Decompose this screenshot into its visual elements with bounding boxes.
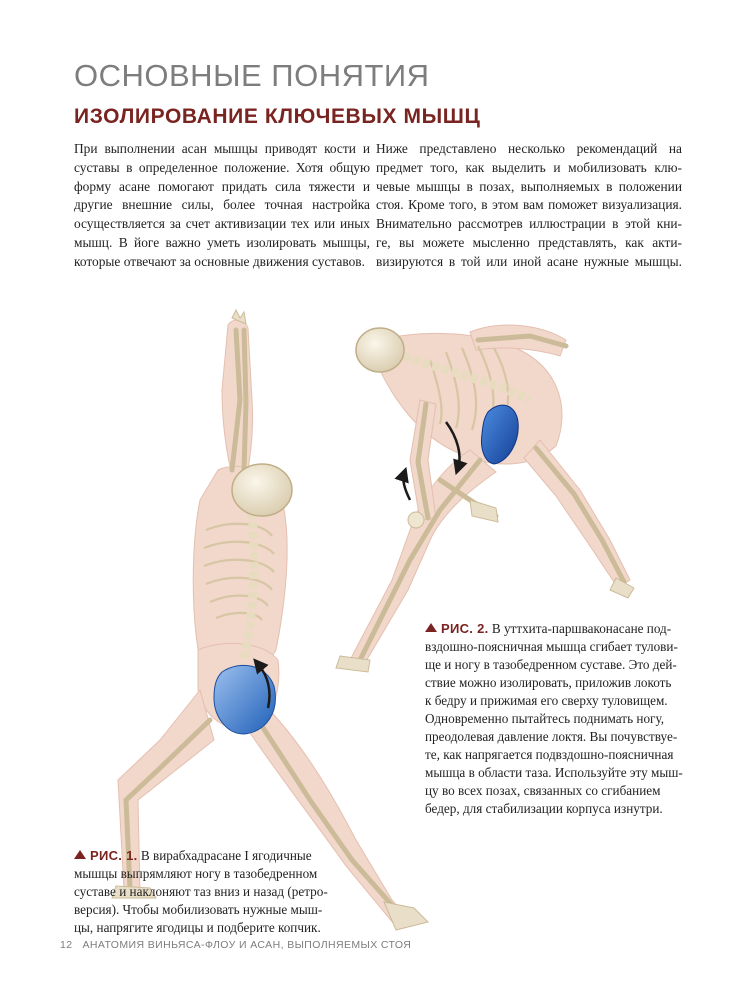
figure-1-back-foot <box>384 902 428 930</box>
body-line: предмет того, как выделить и мобилизовать клю- <box>376 159 682 175</box>
body-line: чевые мышцы в позах, выполняемых в положении <box>376 178 682 194</box>
caption-line: В вирабхадрасане I ягодичные <box>140 848 312 863</box>
body-line: суставы в определенное положение. Хотя общую <box>74 159 370 175</box>
figure-2-skull <box>356 328 404 372</box>
running-title: АНАТОМИЯ ВИНЬЯСА-ФЛОУ И АСАН, ВЫПОЛНЯЕМЫХ СТОЯ <box>82 939 412 951</box>
triangle-up-icon <box>425 623 437 632</box>
page-footer <box>60 939 411 951</box>
body-line: мышц. В йоге важно уметь изолировать мышцы, <box>74 234 370 250</box>
caption-line: мышца в области таза. Используйте эту мыш- <box>425 765 683 780</box>
caption-line: к бедру и прижимая его сверху туловищем. <box>425 693 668 708</box>
body-line: ге, вы можете мысленно представлять, как акти- <box>376 234 682 250</box>
section-title: ОСНОВНЫЕ ПОНЯТИЯ <box>74 58 430 93</box>
caption-line: Одновременно пытайтесь поднимать ногу, <box>425 711 665 726</box>
body-line: Внимательно рассмотрев иллюстрации в этой кни- <box>376 216 682 232</box>
caption-line: цу во всех позах, связанных со сгибанием <box>425 783 661 798</box>
caption-line: те, как напрягается подвздошно-поясничная <box>425 747 674 762</box>
caption-line: преодолевая давление локтя. Вы почувствуе- <box>425 729 678 744</box>
triangle-up-icon <box>74 850 86 859</box>
figure-2-arrow-up <box>403 474 410 500</box>
figure-1-caption <box>74 847 344 937</box>
caption-line: вздошно-поясничная мышца сгибает тулови- <box>425 639 678 654</box>
page-number: 12 <box>60 939 73 951</box>
caption-line: суставе и наклоняют таз вниз и назад (ретро- <box>74 884 328 899</box>
figure-2-label: РИС. 2. <box>441 621 489 636</box>
caption-line: ствие можно изолировать, приложив локоть <box>425 675 672 690</box>
caption-line: В уттхита-паршваконасане под- <box>491 621 672 636</box>
caption-line: цы, напрягите ягодицы и подберите копчик. <box>74 920 321 935</box>
figure-1-body-silhouette <box>118 320 406 924</box>
figure-2-caption <box>425 620 683 818</box>
body-line: другие внешние силы, более точная настройка <box>74 197 370 213</box>
figure-1-label: РИС. 1. <box>90 848 138 863</box>
caption-line: версия). Чтобы мобилизовать нужные мыш- <box>74 902 323 917</box>
figure-1-skull <box>232 464 292 516</box>
caption-line: мышцы выпрямляют ногу в тазобедренном <box>74 866 318 881</box>
body-line: форму асане помогают придать сила тяжести и <box>74 178 370 194</box>
body-line: Ниже представлено несколько рекомендаций на <box>376 141 682 156</box>
figure-2-knee <box>408 512 424 528</box>
body-line: визируются в той или иной асане нужные мышцы. <box>376 253 682 269</box>
figure-2-hand <box>470 500 498 522</box>
body-line: стоя. Кроме того, в этом вам поможет визуализация. <box>376 197 682 213</box>
subtitle: ИЗОЛИРОВАНИЕ КЛЮЧЕВЫХ МЫШЦ <box>74 105 481 128</box>
caption-line: бедер, для стабилизации корпуса изнутри. <box>425 801 663 816</box>
body-line: осуществляется за счет активизации тех или иных <box>74 216 370 232</box>
body-line: При выполнении асан мышцы приводят кости и <box>74 141 370 156</box>
body-line: которые отвечают за основные движения суставов. <box>74 253 365 269</box>
caption-line: ще и ногу в тазобедренном суставе. Это дей- <box>425 657 677 672</box>
